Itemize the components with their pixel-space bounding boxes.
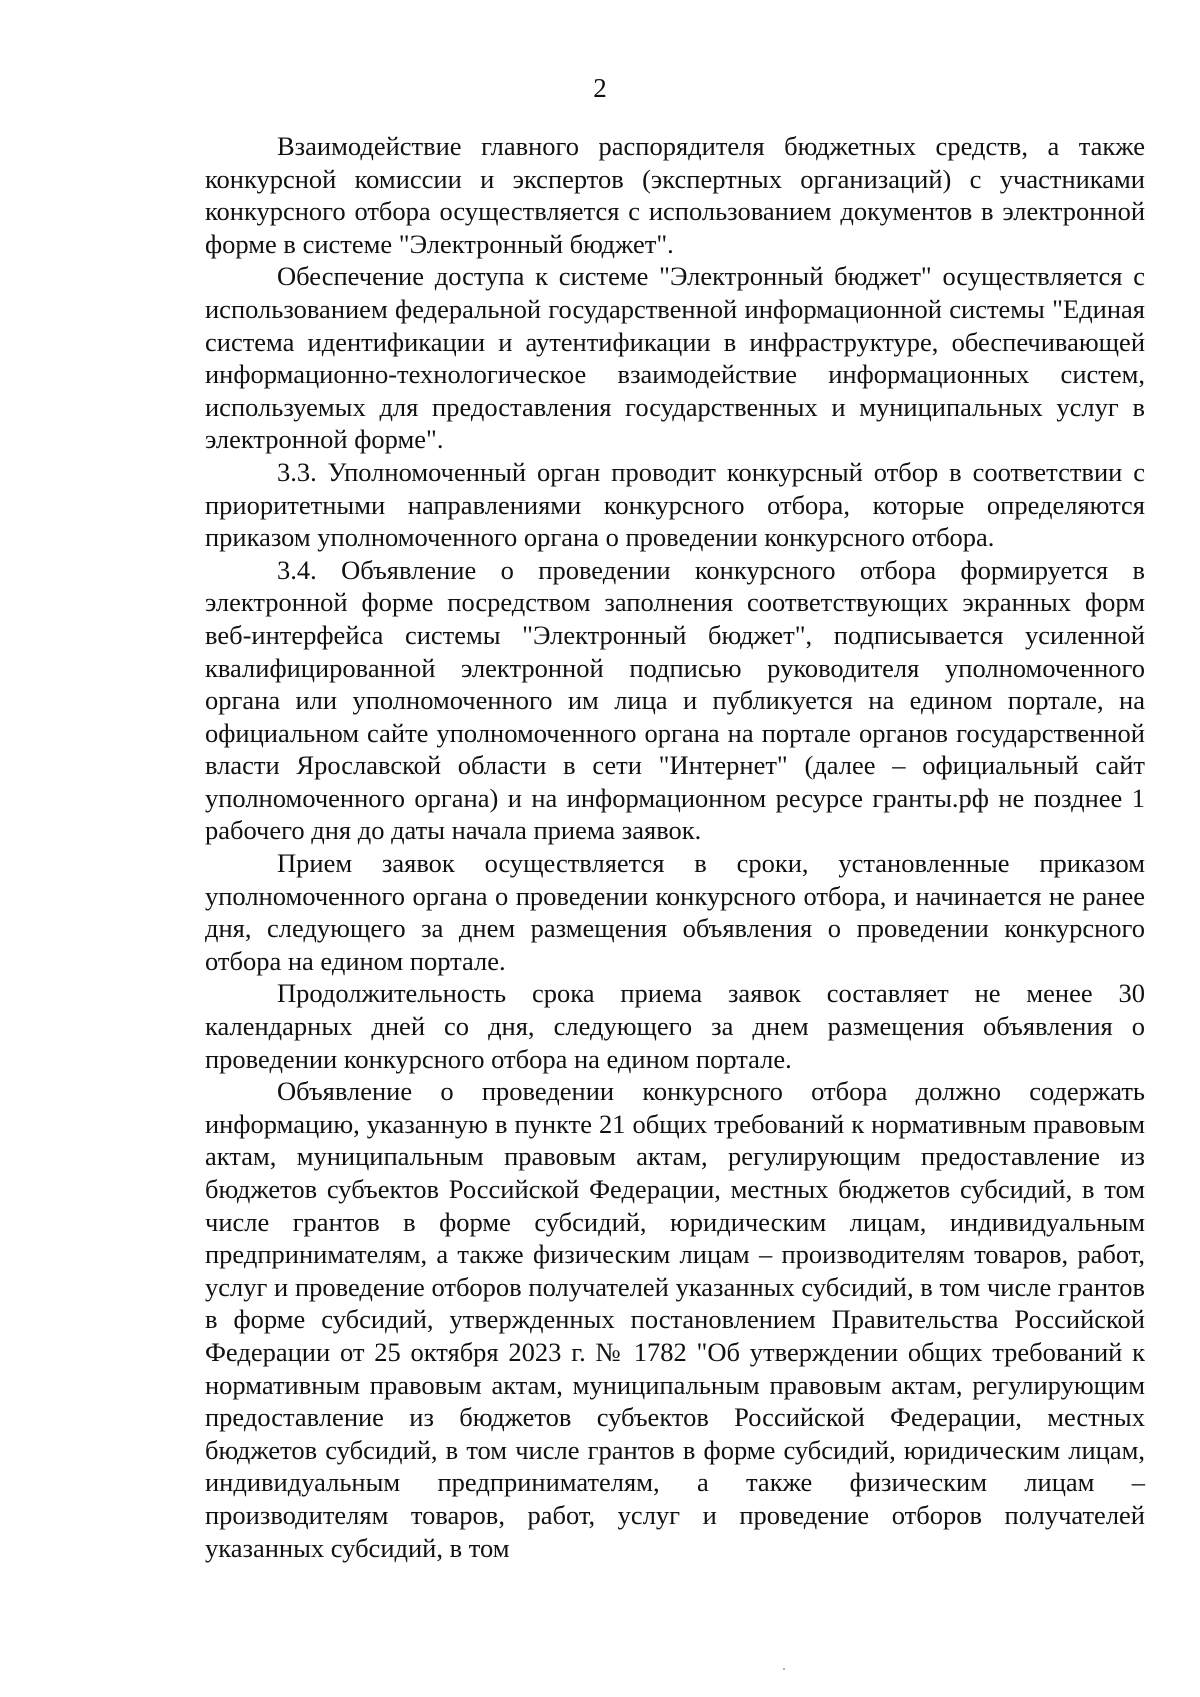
paragraph-application-intake: Прием заявок осуществляется в сроки, установленные приказом уполномоченного органа о проведении конкурсного отбора, и начинается не ранее дня, следующего за днем размещения объявления о проведении конкурсного отбора на едином портале.: [205, 848, 1145, 976]
document-body: [205, 130, 1145, 1564]
paragraph-announcement-content: Объявление о проведении конкурсного отбора должно содержать информацию, указанную в пункте 21 общих требований к нормативным правовым актам, муниципальным правовым актам, регулирующим предоставление из бюджетов субъектов Российской Федерации, местных бюджетов субсидий, в том числе грантов в форме субсидий, юридическим лицам, индивидуальным предпринимателям, а также физическим лицам – производителям товаров, работ, услуг и проведение отборов получателей указанных субсидий, в том числе грантов в форме субсидий, утвержденных постановлением Правительства Российской Федерации от 25 октября 2023 г. № 1782 "Об утверждении общих требований к нормативным правовым актам, муниципальным правовым актам, регулирующим предоставление из бюджетов субъектов Российской Федерации, местных бюджетов субсидий, в том числе грантов в форме субсидий, юридическим лицам, индивидуальным предпринимателям, а также физическим лицам – производителям товаров, работ, услуг и проведение отборов получателей указанных субсидий, в том: [205, 1076, 1145, 1563]
paragraph-electronic-interaction: Взаимодействие главного распорядителя бюджетных средств, а также конкурсной комиссии и экспертов (экспертных организаций) с участниками конкурсного отбора осуществляется с использованием документов в электронной форме в системе "Электронный бюджет".: [205, 131, 1145, 259]
page-number: 2: [593, 73, 607, 103]
paragraph-clause-3-3: 3.3. Уполномоченный орган проводит конкурсный отбор в соответствии с приоритетными направлениями конкурсного отбора, которые определяются приказом уполномоченного органа о проведении конкурсного отбора.: [205, 456, 1145, 553]
paragraph-intake-duration: Продолжительность срока приема заявок составляет не менее 30 календарных дней со дня, следующего за днем размещения объявления о проведении конкурсного отбора на едином портале.: [205, 978, 1145, 1074]
scan-speck: [783, 1668, 785, 1670]
paragraph-system-access: Обеспечение доступа к системе "Электронный бюджет" осуществляется с использованием федеральной государственной информационной системы "Единая система идентификации и аутентификации в инфраструктуре, обеспечивающей информационно-технологическое взаимодействие информационных систем, используемых для предоставления государственных и муниципальных услуг в электронной форме".: [205, 261, 1145, 455]
paragraph-clause-3-4: 3.4. Объявление о проведении конкурсного отбора формируется в электронной форме посредством заполнения соответствующих экранных форм веб-интерфейса системы "Электронный бюджет", подписывается усиленной квалифицированной электронной подписью руководителя уполномоченного органа или уполномоченного им лица и публикуется на едином портале, на официальном сайте уполномоченного органа на портале органов государственной власти Ярославской области в сети "Интернет" (далее – официальный сайт уполномоченного органа) и на информационном ресурсе гранты.рф не позднее 1 рабочего дня до даты начала приема заявок.: [205, 554, 1145, 846]
